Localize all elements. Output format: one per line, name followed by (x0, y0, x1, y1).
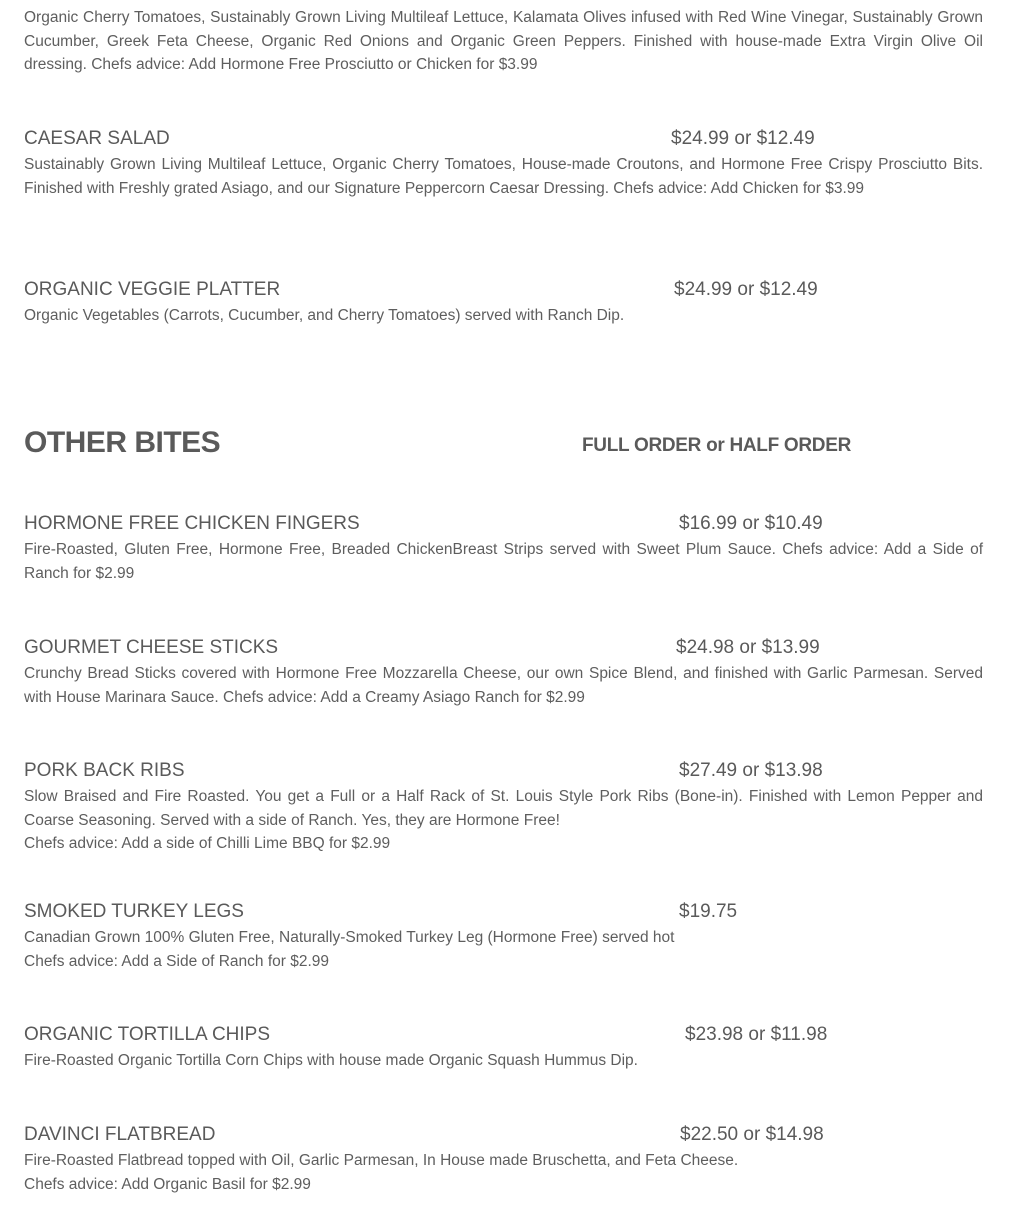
description-line: Fire-Roasted Organic Tortilla Corn Chips with house made Organic Squash Hummus Dip. (24, 1052, 638, 1069)
description-line: Slow Braised and Fire Roasted. You get a Full or a Half Rack of St. Louis Style Pork Ribs (Bone-in). Finished with Lemon Pepper and Coarse Seasoning. Served with a side of Ranch. Yes, they are Hormone Free! (24, 788, 983, 829)
flatbread-description (24, 1149, 983, 1196)
tortilla-chips-description (24, 1049, 983, 1073)
veggie-platter-title: ORGANIC VEGGIE PLATTER (24, 279, 281, 300)
flatbread-price: $22.50 or $14.98 (680, 1124, 824, 1145)
tortilla-chips-title: ORGANIC TORTILLA CHIPS (24, 1024, 271, 1045)
caesar-salad-description: Sustainably Grown Living Multileaf Lettuce, Organic Cherry Tomatoes, House-made Croutons, and Hormone Free Crispy Prosciutto Bits. Finished with Freshly grated Asiago, and our Signature Peppercorn Caesar Dressing. Chefs advice: Add Chicken for $3.99 (24, 156, 983, 197)
tortilla-chips-price: $23.98 or $11.98 (685, 1024, 828, 1045)
pork-ribs-title: PORK BACK RIBS (24, 760, 185, 781)
veggie-platter-price: $24.99 or $12.49 (674, 279, 818, 300)
pork-ribs-description (24, 785, 983, 856)
section-subtitle: FULL ORDER or HALF ORDER (582, 435, 851, 456)
pork-ribs-price: $27.49 or $13.98 (679, 760, 823, 781)
description-line: Fire-Roasted Flatbread topped with Oil, Garlic Parmesan, In House made Bruschetta, and Feta Cheese. (24, 1152, 739, 1169)
description-line: Fire-Roasted, Gluten Free, Hormone Free, Breaded ChickenBreast Strips served with Sweet Plum Sauce. Chefs advice: Add a Side of Ranch for $2.99 (24, 541, 983, 582)
chicken-fingers-title: HORMONE FREE CHICKEN FINGERS (24, 513, 360, 534)
veggie-platter-description: Organic Vegetables (Carrots, Cucumber, and Cherry Tomatoes) served with Ranch Dip. (24, 307, 625, 324)
description-line: Canadian Grown 100% Gluten Free, Naturally-Smoked Turkey Leg (Hormone Free) served hot (24, 929, 675, 946)
chicken-fingers-description (24, 538, 983, 585)
chicken-fingers-price: $16.99 or $10.49 (679, 513, 823, 534)
turkey-legs-title: SMOKED TURKEY LEGS (24, 901, 244, 922)
cheese-sticks-price: $24.98 or $13.99 (676, 637, 820, 658)
caesar-salad-price: $24.99 or $12.49 (671, 128, 815, 149)
section-title: OTHER BITES (24, 426, 221, 459)
cheese-sticks-description (24, 662, 983, 709)
cheese-sticks-title: GOURMET CHEESE STICKS (24, 637, 279, 658)
caesar-salad-title: CAESAR SALAD (24, 128, 170, 149)
flatbread-title: DAVINCI FLATBREAD (24, 1124, 216, 1145)
turkey-legs-price: $19.75 (679, 901, 738, 922)
turkey-legs-description (24, 926, 983, 973)
greek-salad-description: Organic Cherry Tomatoes, Sustainably Grown Living Multileaf Lettuce, Kalamata Olives infused with Red Wine Vinegar, Sustainably Grown Cucumber, Greek Feta Cheese, Organic Red Onions and Organic Green Peppers. Finished with house-made Extra Virgin Olive Oil dressing. Chefs advice: Add Hormone Free Prosciutto or Chicken for $3.99 (24, 9, 983, 74)
chefs-advice-line: Chefs advice: Add a side of Chilli Lime BBQ for $2.99 (24, 835, 391, 853)
chefs-advice-line: Chefs advice: Add a Side of Ranch for $2.99 (24, 952, 330, 970)
chefs-advice-line: Chefs advice: Add Organic Basil for $2.99 (24, 1175, 311, 1193)
description-line: Crunchy Bread Sticks covered with Hormone Free Mozzarella Cheese, our own Spice Blend, and finished with Garlic Parmesan. Served with House Marinara Sauce. Chefs advice: Add a Creamy Asiago Ranch for $2.99 (24, 665, 983, 706)
